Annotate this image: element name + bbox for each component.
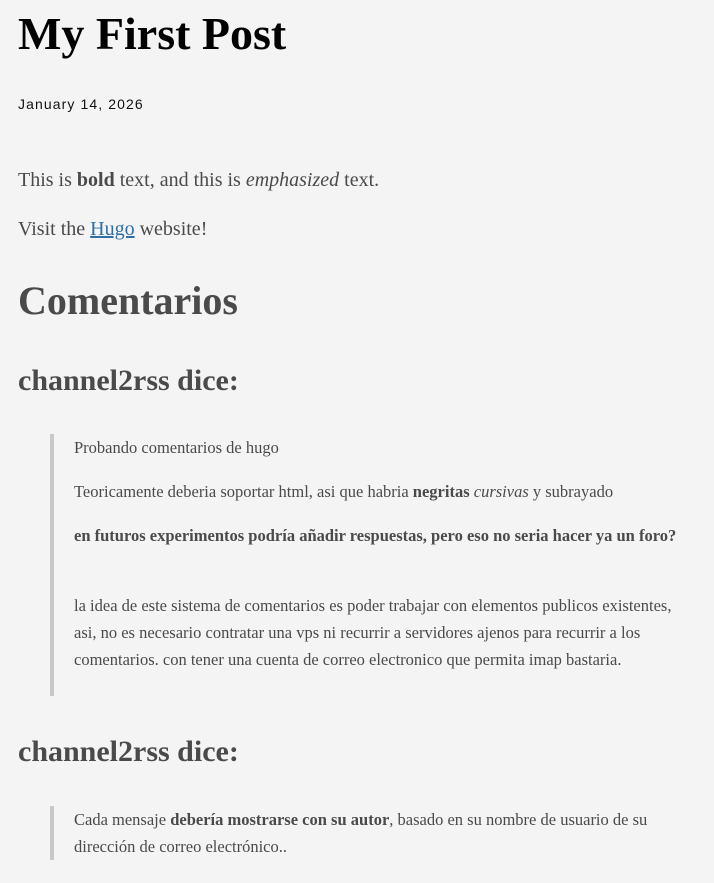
bold-text: bold bbox=[76, 169, 115, 191]
comment-text: , basado en su nombre de usuario de su dirección de correo electrónico.. bbox=[74, 810, 648, 856]
paragraph-intro-text-c: text. bbox=[339, 169, 380, 191]
comment-line: Probando comentarios de hugo bbox=[74, 438, 279, 457]
comments-heading: Comentarios bbox=[18, 278, 238, 323]
comment-text: Cada mensaje bbox=[74, 810, 171, 829]
post-date: January 14, 2026 bbox=[18, 96, 144, 112]
comment-author: channel2rss dice: bbox=[18, 735, 239, 768]
comment-text: y subrayado bbox=[528, 482, 614, 501]
emphasized-text: emphasized bbox=[245, 169, 340, 191]
paragraph-intro-text-b: text, and this is bbox=[114, 169, 246, 191]
paragraph-intro-text-a: This is bbox=[18, 169, 77, 191]
comment-author: channel2rss dice: bbox=[18, 364, 239, 397]
comment-body bbox=[50, 434, 700, 696]
comment-italic-text: cursivas bbox=[473, 482, 529, 501]
comment-body bbox=[50, 806, 700, 860]
comment-line bbox=[74, 478, 694, 505]
comment-bold-text: debería mostrarse con su autor bbox=[170, 810, 390, 829]
comment-line bbox=[74, 806, 694, 860]
comment-bold-text: negritas bbox=[412, 482, 470, 501]
paragraph-intro bbox=[18, 168, 379, 192]
post-title: My First Post bbox=[18, 8, 287, 59]
paragraph-visit-text-b: website! bbox=[134, 218, 208, 240]
comment-text: Teoricamente deberia soportar html, asi que habria bbox=[74, 482, 413, 501]
paragraph-visit bbox=[18, 217, 207, 241]
comment-line: la idea de este sistema de comentarios es poder trabajar con elementos publicos existentes, asi, no es necesario contratar una vps ni recurrir a servidores ajenos para recurrir a los comentarios. con tener una cuenta de correo electronico que permita imap bastaria. bbox=[74, 596, 672, 669]
comment-line: en futuros experimentos podría añadir respuestas, pero eso no seria hacer ya un foro? bbox=[74, 526, 677, 545]
hugo-link[interactable]: Hugo bbox=[90, 218, 135, 240]
paragraph-visit-text-a: Visit the bbox=[18, 218, 91, 240]
